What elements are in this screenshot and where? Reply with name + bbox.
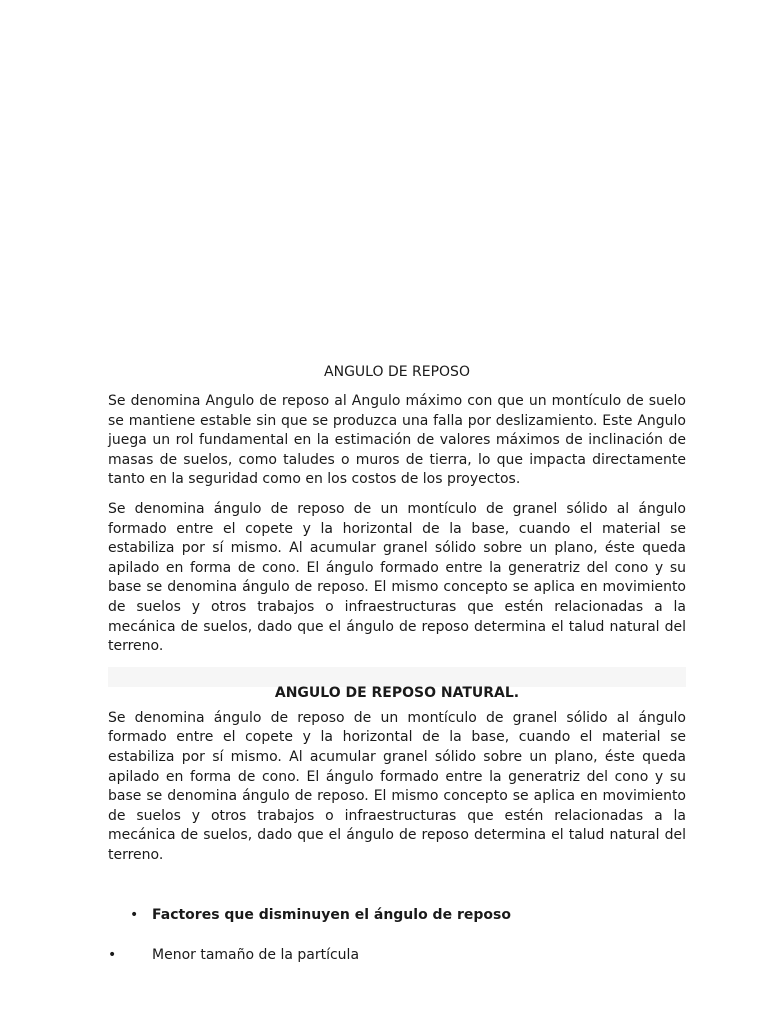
list-item-label: Factores que disminuyen el ángulo de reposo xyxy=(152,907,511,924)
list-item xyxy=(108,945,686,965)
paragraph-natural: Se denomina ángulo de reposo de un montículo de granel sólido al ángulo formado entre el copete y la horizontal de la base, cuando el material se estabiliza por sí mismo. Al acumular granel sólido sobre un plano, éste queda apilado en forma de cono. El ángulo formado entre la generatriz del cono y su base se denomina ángulo de reposo. El mismo concepto se aplica en movimiento de suelos y otros trabajos o infraestructuras que estén relacionadas a la mecánica de suelos, dado que el ángulo de reposo determina el talud natural del terreno. xyxy=(108,709,686,863)
factors-list xyxy=(108,905,686,965)
list-item xyxy=(108,905,686,925)
paragraph-granel: Se denomina ángulo de reposo de un montículo de granel sólido al ángulo formado entre el copete y la horizontal de la base, cuando el material se estabiliza por sí mismo. Al acumular granel sólido sobre un plano, éste queda apilado en forma de cono. El ángulo formado entre la generatriz del cono y su base se denomina ángulo de reposo. El mismo concepto se aplica en movimiento de suelos y otros trabajos o infraestructuras que estén relacionadas a la mecánica de suelos, dado que el ángulo de reposo determina el talud natural del terreno. xyxy=(108,500,686,655)
document-body xyxy=(108,362,686,965)
section-title-angulo-de-reposo: ANGULO DE REPOSO xyxy=(324,364,470,380)
paragraph-definition: Se denomina Angulo de reposo al Angulo máximo con que un montículo de suelo se mantiene estable sin que se produzca una falla por deslizamiento. Este Angulo juega un rol fundamental en la estimación de valores máximos de inclinación de masas de suelos, como taludes o muros de tierra, lo que impacta directamente tanto en la seguridad como en los costos de los proyectos. xyxy=(108,393,686,488)
bullet-icon: • xyxy=(130,907,139,924)
list-item-label: Menor tamaño de la partícula xyxy=(152,947,360,964)
bullet-icon: • xyxy=(108,947,117,964)
section-title-angulo-natural: ANGULO DE REPOSO NATURAL. xyxy=(274,684,520,701)
